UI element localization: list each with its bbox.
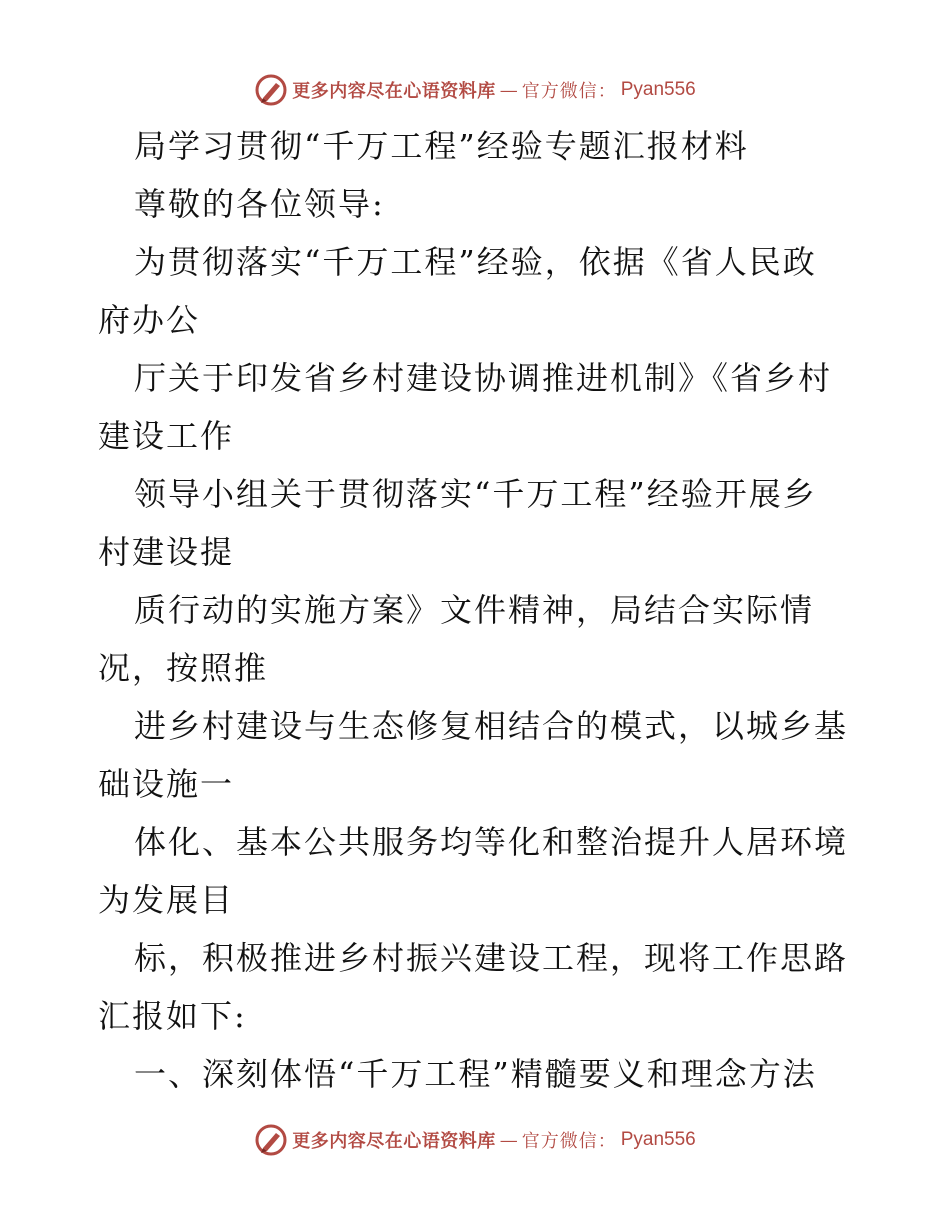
document-title: 局学习贯彻“千万工程”经验专题汇报材料 (134, 127, 749, 165)
footer-watermark (0, 1122, 950, 1158)
watermark-site-text: 更多内容尽在心语资料库 (292, 81, 496, 102)
paragraph-line: 标，积极推进乡村振兴建设工程，现将工作思路 (134, 939, 849, 977)
section-heading: 一、深刻体悟“千万工程”精髓要义和理念方法 (134, 1055, 817, 1093)
paragraph-line: 建设工作 (98, 417, 235, 455)
paragraph-line: 质行动的实施方案》文件精神，局结合实际情 (134, 591, 815, 629)
watermark-site-text: 更多内容尽在心语资料库 (292, 1131, 496, 1152)
paragraph-line: 厅关于印发省乡村建设协调推进机制》《省乡村 (134, 359, 833, 397)
paragraph-line: 为贯彻落实“千万工程”经验，依据《省人民政 (134, 243, 817, 281)
pen-logo-icon (254, 1123, 288, 1157)
salutation: 尊敬的各位领导: (134, 185, 385, 223)
paragraph-line: 础设施一 (98, 765, 235, 803)
paragraph-line: 领导小组关于贯彻落实“千万工程”经验开展乡 (134, 475, 817, 513)
paragraph-line: 进乡村建设与生态修复相结合的模式，以城乡基 (134, 707, 849, 745)
watermark-dash: — (499, 79, 518, 101)
pen-logo-icon (254, 73, 288, 107)
paragraph-line: 为发展目 (98, 881, 235, 919)
paragraph-line: 况，按照推 (98, 649, 269, 687)
watermark-handle: Pyan556 (620, 1129, 696, 1150)
watermark-official-text: 官方微信： (521, 81, 617, 102)
watermark-handle: Pyan556 (620, 79, 696, 100)
watermark-dash: — (499, 1129, 518, 1151)
paragraph-line: 体化、基本公共服务均等化和整治提升人居环境 (134, 823, 849, 861)
watermark-official-text: 官方微信： (521, 1131, 617, 1152)
paragraph-line: 府办公 (98, 301, 201, 339)
paragraph-line: 汇报如下: (98, 997, 247, 1035)
header-watermark (0, 72, 950, 108)
paragraph-line: 村建设提 (98, 533, 235, 571)
